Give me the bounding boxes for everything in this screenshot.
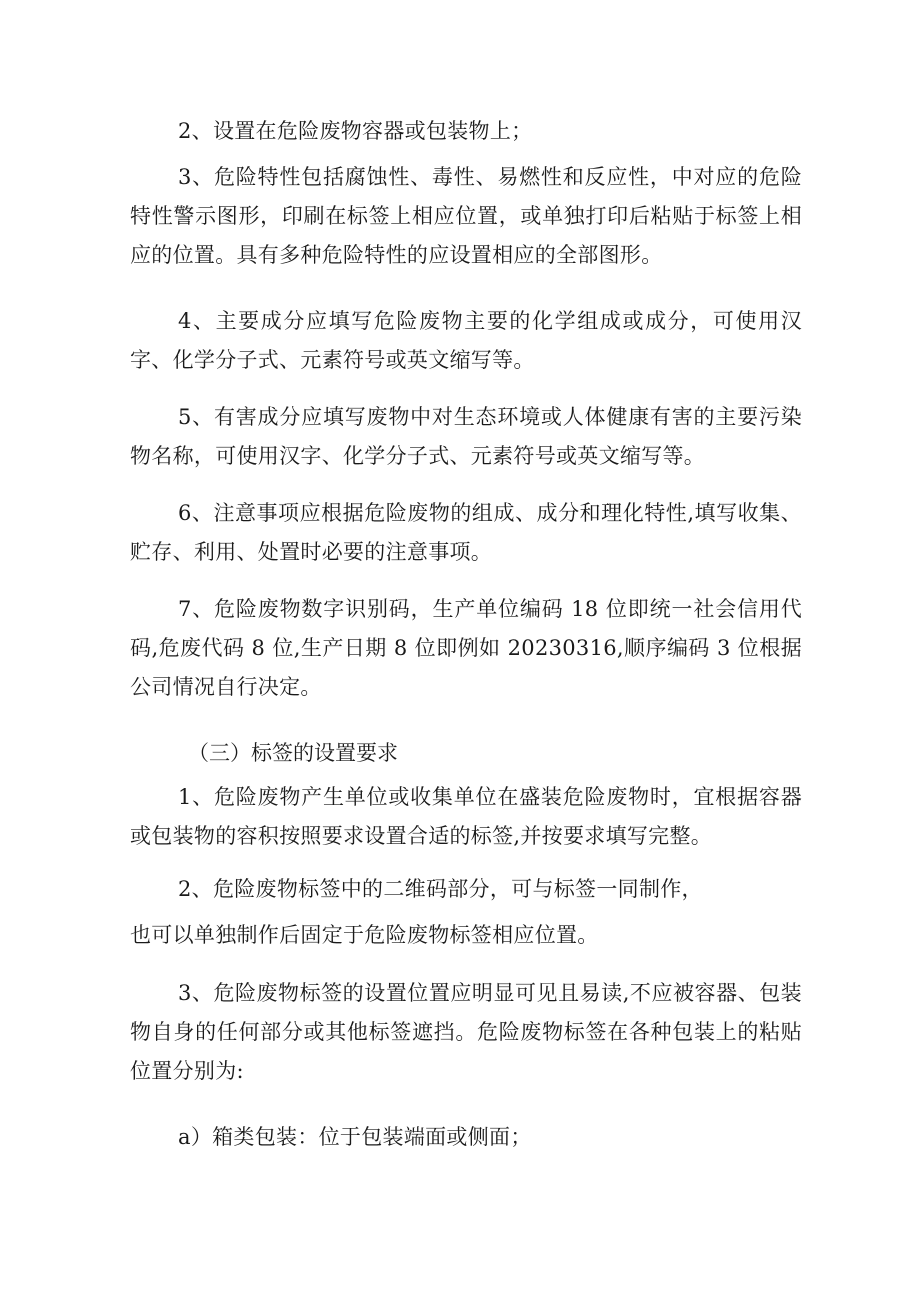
- section-heading: （三）标签的设置要求: [188, 741, 398, 765]
- paragraph-setting-2-line1: 2、危险废物标签中的二维码部分，可与标签一同制作，: [178, 877, 703, 901]
- paragraph-item-3: 3、危险特性包括腐蚀性、毒性、易燃性和反应性，中对应的危险特性警示图形，印刷在标签上相应位置，或单独打印后粘贴于标签上相应的位置。具有多种危险特性的应设置相应的全部图形。: [130, 165, 802, 267]
- paragraph-setting-3: 3、危险废物标签的设置位置应明显可见且易读,不应被容器、包装物自身的任何部分或其他标签遮挡。危险废物标签在各种包装上的粘贴位置分别为:: [130, 981, 802, 1083]
- paragraph-item-4: 4、主要成分应填写危险废物主要的化学组成或成分，可使用汉字、化学分子式、元素符号或英文缩写等。: [130, 309, 802, 372]
- paragraph-item-2: 2、设置在危险废物容器或包装物上；: [178, 119, 533, 143]
- paragraph-item-7: 7、危险废物数字识别码，生产单位编码 18 位即统一社会信用代码,危废代码 8 位,生产日期 8 位即例如 20230316,顺序编码 3 位根据公司情况自行决定。: [130, 597, 802, 699]
- paragraph-setting-1: 1、危险废物产生单位或收集单位在盛装危险废物时，宜根据容器或包装物的容积按照要求设置合适的标签,并按要求填写完整。: [130, 785, 802, 848]
- paragraph-item-6: 6、注意事项应根据危险废物的组成、成分和理化特性,填写收集、贮存、利用、处置时必要的注意事项。: [130, 501, 802, 564]
- paragraph-setting-2-line2: 也可以单独制作后固定于危险废物标签相应位置。: [130, 923, 599, 947]
- paragraph-item-5: 5、有害成分应填写废物中对生态环境或人体健康有害的主要污染物名称，可使用汉字、化学分子式、元素符号或英文缩写等。: [130, 405, 802, 468]
- paragraph-setting-a: a）箱类包装：位于包装端面或侧面；: [178, 1125, 532, 1149]
